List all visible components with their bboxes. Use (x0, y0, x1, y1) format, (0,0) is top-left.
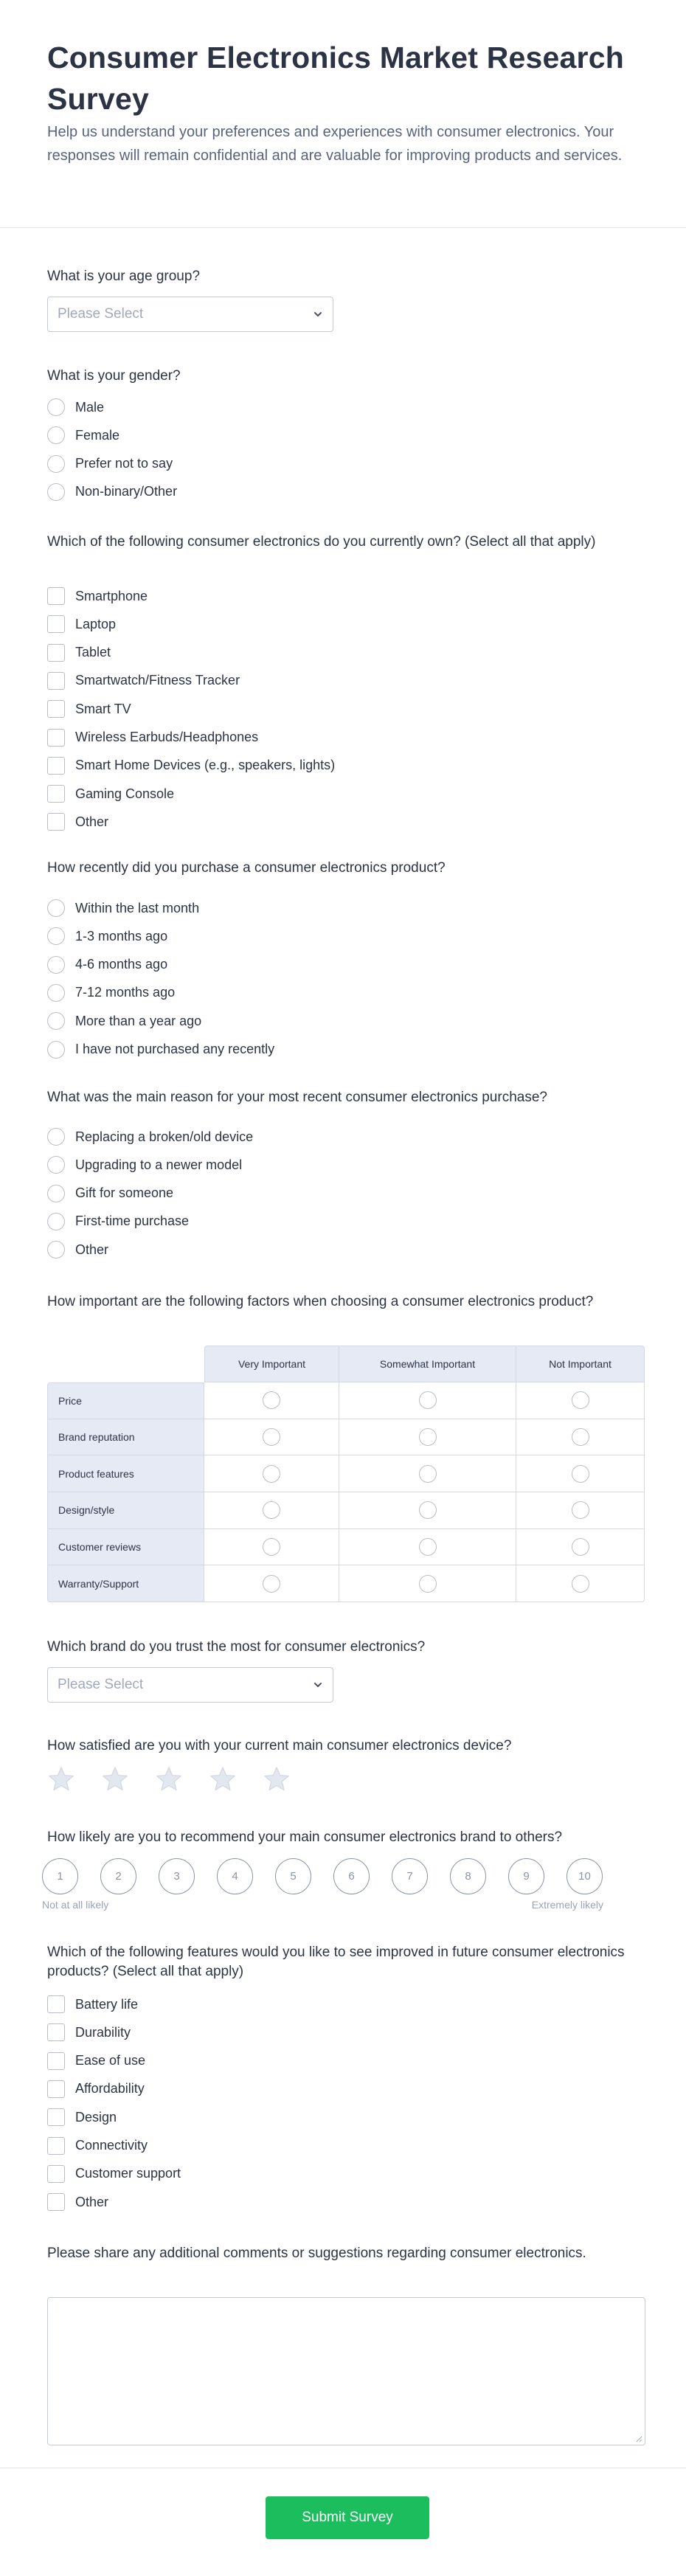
matrix-cell (204, 1419, 339, 1456)
radio-button[interactable] (47, 984, 65, 1002)
matrix-row (47, 1382, 645, 1419)
checkbox[interactable] (47, 2165, 65, 2183)
matrix-radio-button[interactable] (263, 1501, 280, 1519)
radio-button[interactable] (47, 927, 65, 945)
owned-question-label: Which of the following consumer electronics do you currently own? (Select all that apply) (47, 534, 596, 550)
gender-option-label: Female (75, 427, 120, 443)
recency-option-label: 1-3 months ago (75, 928, 168, 944)
owned-option[interactable] (47, 812, 108, 831)
recency-option-label: 4-6 months ago (75, 957, 168, 972)
radio-button[interactable] (47, 426, 65, 444)
owned-option[interactable] (47, 756, 335, 775)
matrix-row-label: Warranty/Support (47, 1565, 204, 1602)
checkbox[interactable] (47, 2108, 65, 2126)
features-question-label: Which of the following features would you like to see improved in future consumer electronics products? (Select all that apply) (47, 1945, 625, 1979)
recency-option[interactable] (47, 1040, 274, 1059)
matrix-row (47, 1565, 645, 1602)
matrix-row (47, 1492, 645, 1529)
matrix-cell (204, 1492, 339, 1529)
page-description: Help us understand your preferences and experiences with consumer electronics. Your responses will remain confidential and are valuable for improving products and services. (47, 124, 623, 164)
features-option-label: Other (75, 2194, 109, 2209)
chevron-down-icon (311, 1677, 325, 1692)
radio-button[interactable] (47, 483, 65, 501)
recommend-question-label: How likely are you to recommend your main consumer electronics brand to others? (47, 1829, 563, 1845)
matrix-column-header: Not Important (516, 1346, 645, 1382)
gender-option-label: Prefer not to say (75, 456, 173, 471)
scale-option[interactable]: 10 (567, 1858, 603, 1894)
checkbox[interactable] (47, 615, 65, 633)
checkbox[interactable] (47, 2052, 65, 2070)
gender-option[interactable] (47, 426, 119, 445)
factors-matrix (47, 1346, 645, 1602)
owned-option-label: Laptop (75, 616, 117, 631)
star-icon[interactable] (209, 1765, 237, 1793)
recency-option[interactable] (47, 927, 167, 946)
recommend-scale (42, 1858, 603, 1894)
radio-button[interactable] (47, 1241, 65, 1258)
satisfaction-question-label: How satisfied are you with your current main consumer electronics device? (47, 1738, 512, 1753)
matrix-radio-button[interactable] (572, 1428, 589, 1446)
features-option-label: Connectivity (75, 2138, 148, 2153)
matrix-radio-button[interactable] (263, 1538, 280, 1556)
matrix-cell (204, 1382, 339, 1419)
brand-question-label: Which brand do you trust the most for consumer electronics? (47, 1639, 426, 1655)
features-option[interactable] (47, 2164, 181, 2184)
radio-button[interactable] (47, 1041, 65, 1059)
owned-option[interactable] (47, 699, 131, 719)
star-icon[interactable] (155, 1765, 183, 1793)
matrix-column-header: Somewhat Important (339, 1346, 516, 1382)
scale-option[interactable]: 5 (275, 1858, 311, 1894)
features-option[interactable] (47, 2023, 131, 2042)
matrix-cell (516, 1565, 645, 1602)
gender-option-label: Male (75, 399, 105, 415)
matrix-cell (339, 1455, 516, 1492)
gender-option[interactable] (47, 482, 177, 502)
matrix-radio-button[interactable] (419, 1538, 437, 1556)
radio-button[interactable] (47, 455, 65, 473)
radio-button[interactable] (47, 1213, 65, 1230)
owned-option[interactable] (47, 614, 116, 634)
reason-question-label: What was the main reason for your most recent consumer electronics purchase? (47, 1090, 547, 1105)
radio-button[interactable] (47, 899, 65, 917)
radio-button[interactable] (47, 1128, 65, 1146)
matrix-row-label: Customer reviews (47, 1529, 204, 1566)
checkbox[interactable] (47, 700, 65, 718)
matrix-cell (339, 1419, 516, 1456)
matrix-row (47, 1419, 645, 1456)
matrix-radio-button[interactable] (419, 1428, 437, 1446)
scale-option[interactable]: 6 (333, 1858, 370, 1894)
reason-option[interactable] (47, 1240, 108, 1259)
matrix-radio-button[interactable] (419, 1501, 437, 1519)
star-icon[interactable] (263, 1765, 291, 1793)
owned-option-label: Tablet (75, 645, 111, 660)
checkbox[interactable] (47, 587, 65, 605)
owned-option-label: Smartwatch/Fitness Tracker (75, 673, 240, 688)
comments-question-label: Please share any additional comments or suggestions regarding consumer electronics. (47, 2246, 586, 2261)
matrix-radio-button[interactable] (419, 1465, 437, 1483)
matrix-radio-button[interactable] (263, 1465, 280, 1483)
features-option-label: Battery life (75, 1996, 139, 2012)
matrix-cell (204, 1565, 339, 1602)
matrix-radio-button[interactable] (572, 1391, 589, 1409)
matrix-radio-button[interactable] (263, 1428, 280, 1446)
reason-option[interactable] (47, 1212, 189, 1231)
recency-option-label: I have not purchased any recently (75, 1042, 275, 1056)
recency-option[interactable] (47, 1011, 201, 1031)
matrix-cell (339, 1492, 516, 1529)
star-icon[interactable] (47, 1765, 75, 1793)
matrix-cell (339, 1565, 516, 1602)
recency-option-label: More than a year ago (75, 1013, 202, 1028)
matrix-cell (516, 1419, 645, 1456)
factors-question-label: How important are the following factors when choosing a consumer electronics product? (47, 1294, 594, 1309)
scale-max-label: Extremely likely (531, 1899, 603, 1911)
matrix-radio-button[interactable] (419, 1575, 437, 1593)
star-icon[interactable] (101, 1765, 129, 1793)
checkbox[interactable] (47, 672, 65, 690)
owned-option-label: Smart TV (75, 701, 131, 716)
matrix-radio-button[interactable] (572, 1538, 589, 1556)
checkbox[interactable] (47, 813, 65, 831)
matrix-row (47, 1455, 645, 1492)
submit-button[interactable]: Submit Survey (266, 2496, 429, 2539)
checkbox[interactable] (47, 2137, 65, 2155)
age-question-label: What is your age group? (47, 269, 201, 284)
scale-option[interactable]: 2 (100, 1858, 136, 1894)
gender-option-label: Non-binary/Other (75, 484, 178, 499)
reason-option-label: Gift for someone (75, 1185, 174, 1201)
matrix-row-label: Price (47, 1382, 204, 1419)
matrix-cell (204, 1529, 339, 1566)
features-option[interactable] (47, 1995, 138, 2014)
matrix-cell (516, 1492, 645, 1529)
gender-question-label: What is your gender? (47, 368, 181, 384)
owned-option-label: Gaming Console (75, 786, 175, 801)
checkbox[interactable] (47, 2193, 65, 2211)
reason-option[interactable] (47, 1127, 253, 1146)
owned-option[interactable] (47, 643, 111, 662)
gender-option[interactable] (47, 398, 104, 417)
reason-option-label: Other (75, 1242, 109, 1257)
matrix-cell (204, 1455, 339, 1492)
radio-button[interactable] (47, 398, 65, 416)
matrix-radio-button[interactable] (263, 1391, 280, 1409)
scale-option[interactable]: 7 (392, 1858, 428, 1894)
checkbox[interactable] (47, 729, 65, 747)
matrix-cell (516, 1382, 645, 1419)
recency-option[interactable] (47, 955, 167, 974)
checkbox[interactable] (47, 2080, 65, 2098)
features-option-label: Durability (75, 2024, 131, 2040)
matrix-row-label: Design/style (47, 1492, 204, 1529)
owned-option-label: Smartphone (75, 588, 148, 603)
scale-option[interactable]: 8 (450, 1858, 486, 1894)
features-option[interactable] (47, 2108, 117, 2127)
radio-button[interactable] (47, 1156, 65, 1174)
scale-option[interactable]: 3 (159, 1858, 195, 1894)
matrix-radio-button[interactable] (419, 1391, 437, 1409)
matrix-cell (516, 1529, 645, 1566)
matrix-radio-button[interactable] (572, 1501, 589, 1519)
owned-option-label: Smart Home Devices (e.g., speakers, lights) (75, 758, 336, 773)
matrix-corner (47, 1346, 204, 1382)
age-select-placeholder: Please Select (58, 306, 144, 322)
matrix-radio-button[interactable] (572, 1465, 589, 1483)
features-option[interactable] (47, 2192, 108, 2212)
header-divider (0, 227, 686, 228)
owned-option[interactable] (47, 671, 240, 690)
page-title: Consumer Electronics Market Research Survey (47, 41, 624, 116)
checkbox[interactable] (47, 785, 65, 803)
resize-handle-icon[interactable] (635, 2435, 642, 2442)
matrix-row-label: Brand reputation (47, 1419, 204, 1456)
scale-option[interactable]: 4 (217, 1858, 253, 1894)
brand-select-placeholder: Please Select (58, 1677, 144, 1692)
matrix-row (47, 1529, 645, 1566)
owned-option[interactable] (47, 586, 148, 606)
recency-option-label: Within the last month (75, 900, 200, 915)
recency-option[interactable] (47, 899, 199, 918)
radio-button[interactable] (47, 956, 65, 974)
chevron-down-icon (311, 307, 325, 322)
checkbox[interactable] (47, 2023, 65, 2041)
recency-question-label: How recently did you purchase a consumer electronics product? (47, 860, 446, 876)
scale-min-label: Not at all likely (42, 1899, 109, 1911)
star-rating (47, 1765, 291, 1793)
recency-option[interactable] (47, 983, 175, 1003)
features-option[interactable] (47, 2080, 145, 2099)
checkbox[interactable] (47, 1995, 65, 2013)
matrix-cell (339, 1382, 516, 1419)
features-option-label: Affordability (75, 2081, 145, 2097)
owned-option-label: Wireless Earbuds/Headphones (75, 730, 259, 744)
reason-option-label: Replacing a broken/old device (75, 1129, 254, 1144)
features-option[interactable] (47, 2136, 148, 2156)
matrix-cell (339, 1529, 516, 1566)
scale-option[interactable]: 9 (508, 1858, 544, 1894)
reason-option-label: First-time purchase (75, 1213, 190, 1229)
brand-select[interactable] (47, 1667, 333, 1703)
checkbox[interactable] (47, 644, 65, 662)
reason-option[interactable] (47, 1155, 242, 1174)
matrix-radio-button[interactable] (572, 1575, 589, 1593)
features-option[interactable] (47, 2052, 145, 2071)
owned-option-label: Other (75, 814, 109, 829)
age-select[interactable] (47, 297, 333, 332)
matrix-cell (516, 1455, 645, 1492)
owned-option[interactable] (47, 728, 258, 747)
recency-option-label: 7-12 months ago (75, 985, 176, 1000)
radio-button[interactable] (47, 1012, 65, 1030)
scale-option[interactable]: 1 (42, 1858, 78, 1894)
reason-option[interactable] (47, 1184, 173, 1203)
gender-option[interactable] (47, 454, 173, 474)
reason-option-label: Upgrading to a newer model (75, 1157, 243, 1172)
checkbox[interactable] (47, 757, 65, 775)
matrix-row-label: Product features (47, 1455, 204, 1492)
matrix-radio-button[interactable] (263, 1575, 280, 1593)
owned-option[interactable] (47, 784, 174, 803)
radio-button[interactable] (47, 1185, 65, 1202)
features-option-label: Design (75, 2109, 117, 2125)
matrix-column-header: Very Important (204, 1346, 339, 1382)
comments-textarea[interactable] (47, 2297, 645, 2445)
features-option-label: Customer support (75, 2166, 181, 2181)
features-option-label: Ease of use (75, 2053, 146, 2068)
